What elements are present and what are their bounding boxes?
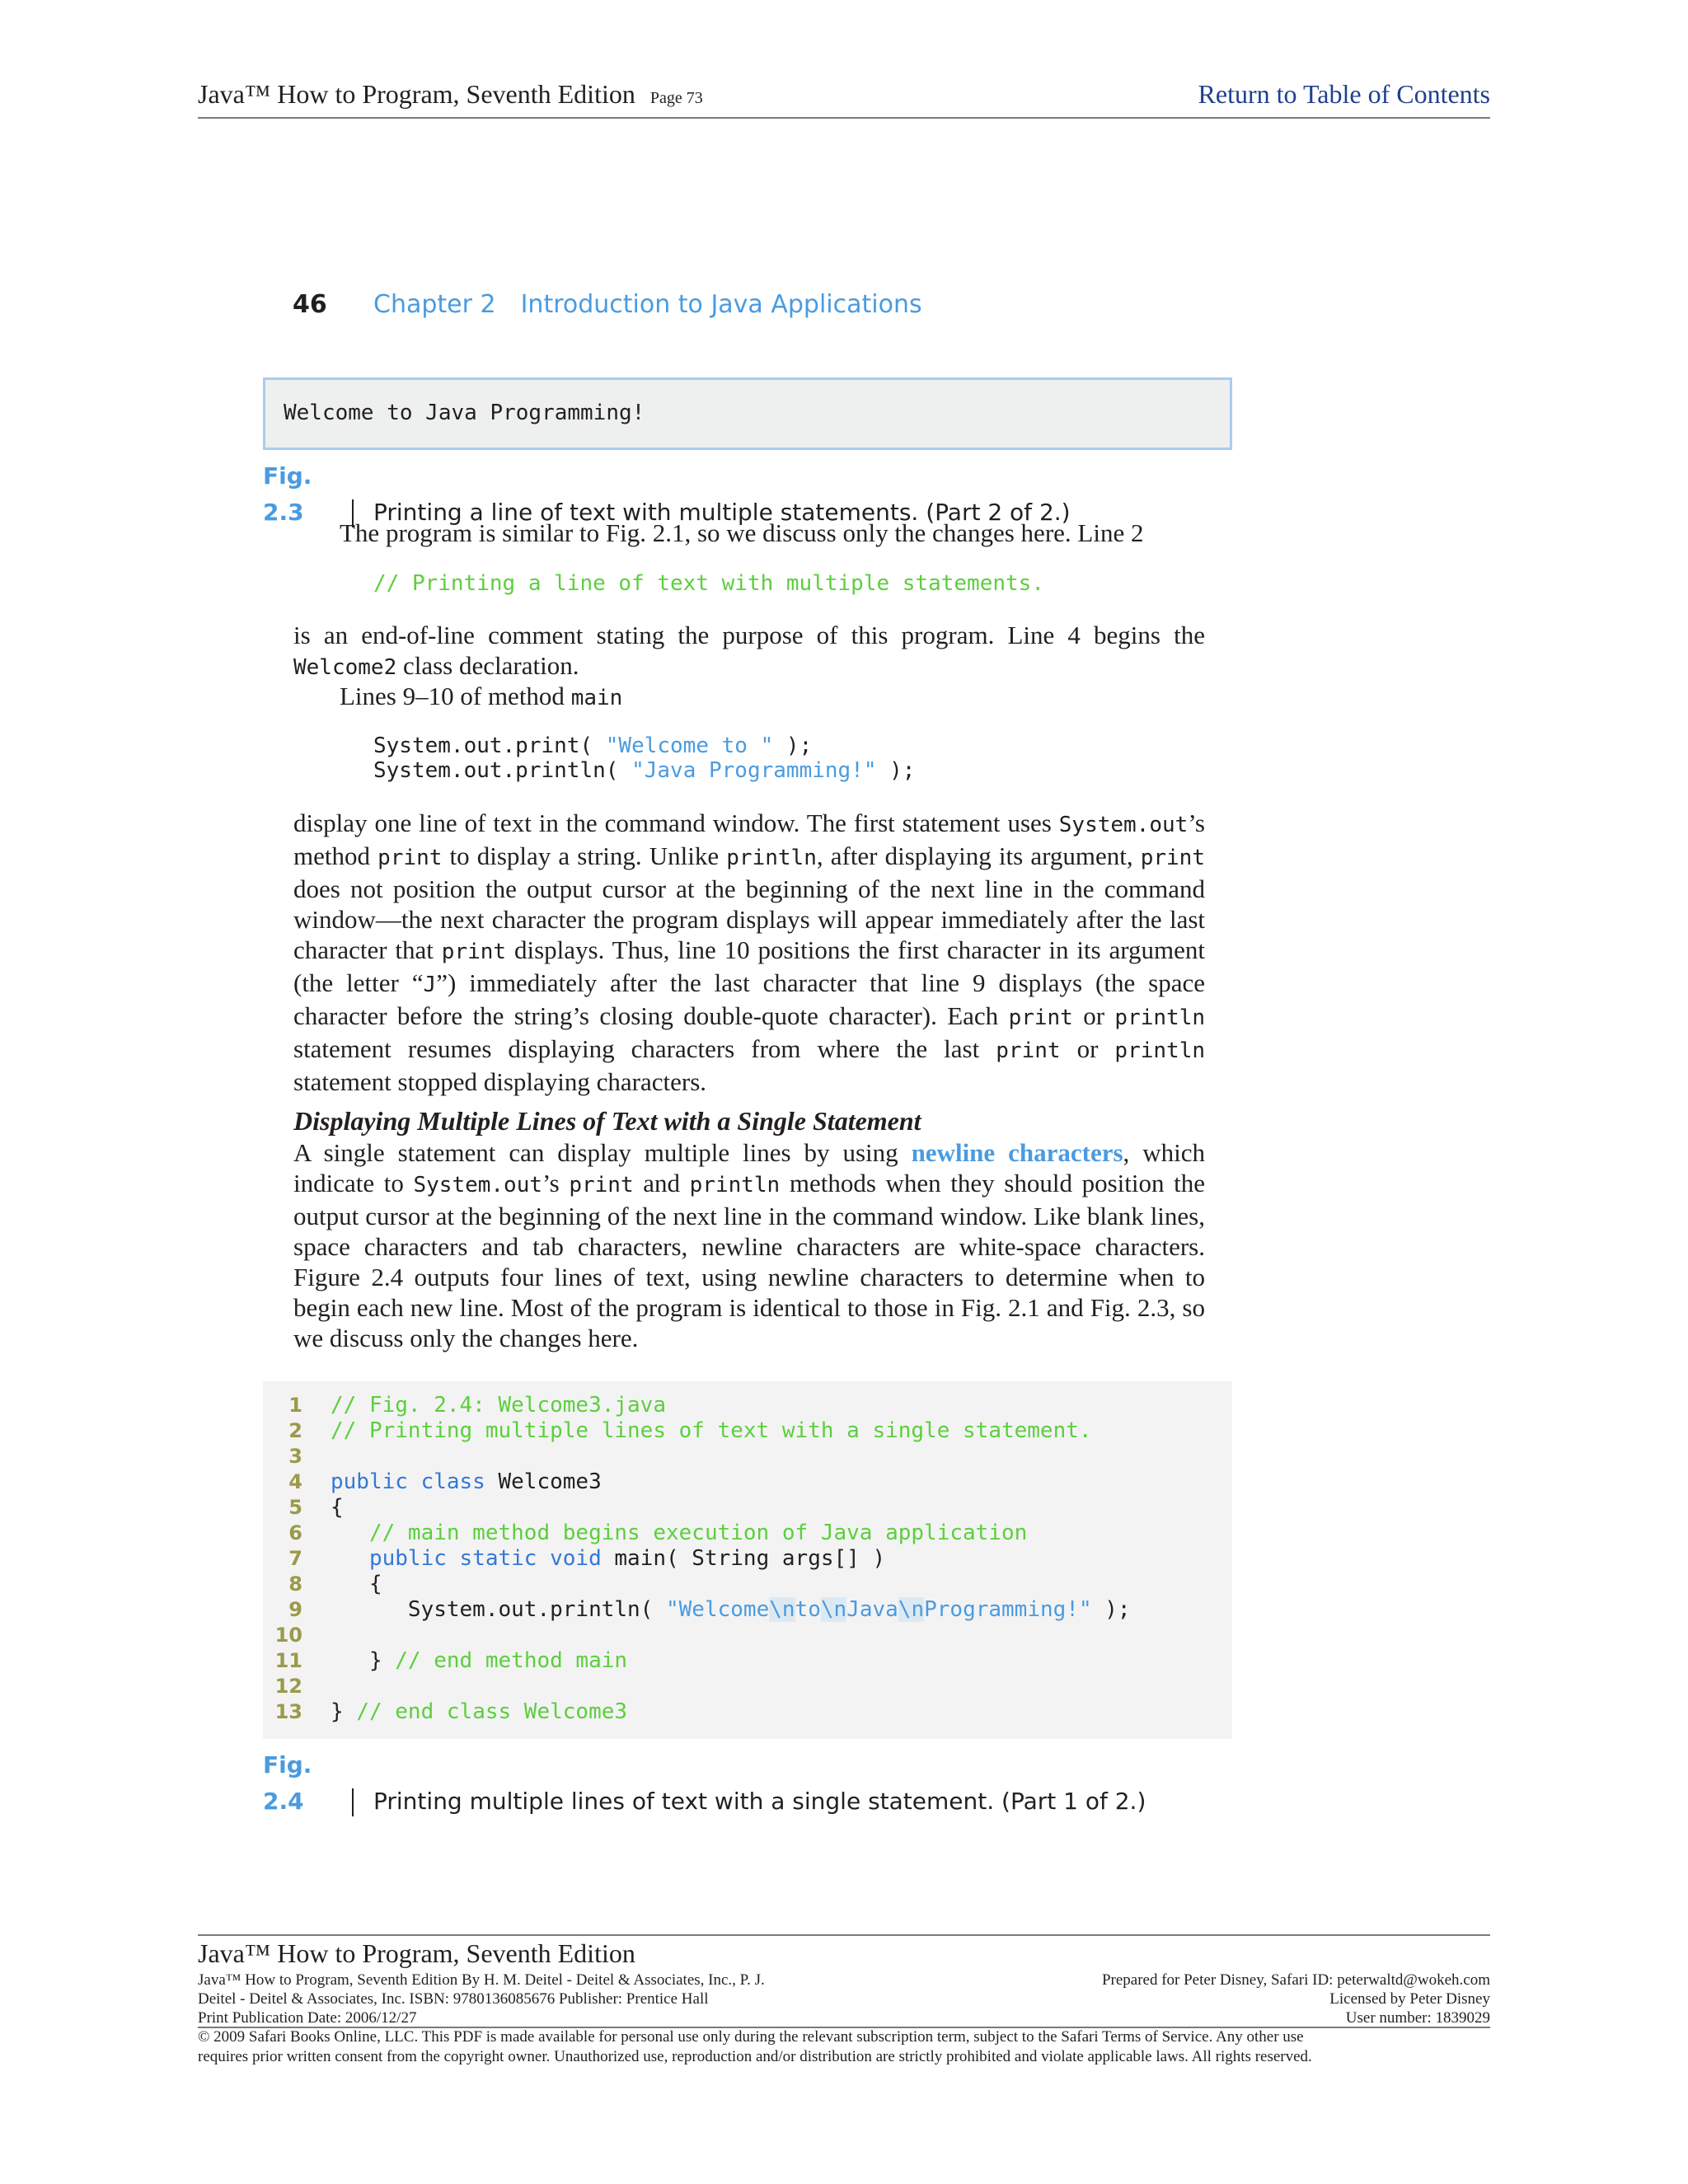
code-snippet-line-2 (373, 758, 915, 784)
code-text: System.out.println( (373, 758, 632, 783)
inline-code: print (1140, 846, 1205, 870)
inline-code: println (726, 846, 817, 870)
page-reference: Page 73 (649, 89, 703, 107)
line-number: 11 (274, 1649, 302, 1672)
line-number: 3 (288, 1445, 302, 1468)
chapter-heading (293, 287, 922, 323)
code-line-2: // Printing multiple lines of text with a single statement. (331, 1418, 1092, 1443)
code-comment: // end method main (395, 1648, 628, 1673)
inline-code: System.out (413, 1173, 543, 1197)
line-number: 2 (288, 1419, 302, 1442)
paragraph-text: class declaration. (396, 651, 579, 680)
code-string: "Welcome (666, 1597, 770, 1622)
code-string: "Java Programming!" (631, 758, 877, 783)
line-number: 10 (274, 1624, 302, 1647)
inline-code: print (1008, 1005, 1073, 1030)
book-title (198, 76, 703, 116)
caption-divider (352, 1788, 354, 1816)
paragraph-text: is an end-of-line comment stating the purpose of this program. Line 4 begins the (293, 621, 1205, 649)
inline-code: print (569, 1173, 634, 1197)
inline-code: println (689, 1173, 781, 1197)
code-line-11 (331, 1648, 627, 1674)
line-number: 5 (288, 1496, 302, 1519)
code-text: } (331, 1648, 396, 1673)
code-string: Java (846, 1597, 898, 1622)
paragraph-text: The program is similar to Fig. 2.1, so we discuss only the changes here. Line 2 (340, 518, 1144, 547)
program-output-box (263, 377, 1232, 450)
code-comment-line: // Printing a line of text with multiple statements. (373, 571, 1044, 596)
paragraph-text: , after displaying its argument, (816, 841, 1141, 870)
inline-code: Welcome2 (293, 655, 397, 680)
body-paragraph-2 (293, 620, 1205, 683)
program-output-text: Welcome to Java Programming! (284, 401, 645, 425)
code-text: ); (1091, 1597, 1131, 1622)
paragraph-text: Lines 9–10 of method (340, 682, 571, 710)
paragraph-text: to display a string. Unlike (442, 841, 727, 870)
line-number: 7 (288, 1547, 302, 1570)
section-heading: Displaying Multiple Lines of Text with a Single Statement (293, 1106, 921, 1136)
figure-caption-2-3 (263, 458, 1071, 526)
body-paragraph-3 (340, 681, 1213, 714)
chapter-title: Introduction to Java Applications (520, 290, 922, 319)
paragraph-text: statement stopped displaying characters. (293, 1067, 707, 1096)
footer-prepared-for: Prepared for Peter Disney, Safari ID: peterwaltd@wokeh.com (1101, 1971, 1490, 1989)
code-text: ); (876, 758, 916, 783)
copyright-line: © 2009 Safari Books Online, LLC. This PDF is made available for personal use only during the relevant subscription term, subject to the Safari Terms of Service. Any other use (198, 2028, 1304, 2046)
code-text: } (331, 1699, 357, 1724)
code-comment: // end class Welcome3 (356, 1699, 628, 1724)
paragraph-text: or (1072, 1001, 1115, 1030)
code-indent (331, 1546, 369, 1571)
code-line-7 (331, 1546, 885, 1572)
body-paragraph-5 (293, 1137, 1205, 1353)
paragraph-text: ’s (542, 1169, 570, 1197)
paragraph-text: ’s method (293, 808, 1205, 870)
code-line-1: // Fig. 2.4: Welcome3.java (331, 1393, 666, 1418)
footer-licensed-by: Licensed by Peter Disney (1329, 1990, 1490, 2008)
code-string: "Welcome to " (605, 733, 774, 758)
paragraph-text: display one line of text in the command window. The first statement uses (293, 808, 1059, 837)
page-header (198, 76, 1490, 119)
code-text: ); (773, 733, 813, 758)
code-line-4 (331, 1469, 602, 1495)
figure-caption-2-4 (263, 1747, 1146, 1815)
line-number: 9 (288, 1598, 302, 1621)
code-line-5: { (331, 1495, 344, 1520)
paragraph-text: methods when they should position the output cursor at the beginning of the next line in the command window. Like blank lines, space characters and tab characters, newline characters are white-space characters. Figure 2.4 outputs four lines of text, using newline characters to determine when to begin each new line. Most of the program is identical to those in Fig. 2.1 and Fig. 2.3, so we discuss only the changes here. (293, 1169, 1205, 1352)
footer-title: Java™ How to Program, Seventh Edition (198, 1938, 635, 1968)
inline-code: main (570, 686, 623, 710)
paragraph-text: , which indicate to (293, 1138, 1205, 1197)
code-text: main( String args[] ) (601, 1546, 886, 1571)
paragraph-text: A single statement can display multiple lines by using (293, 1138, 912, 1167)
code-snippet-line-1 (373, 733, 812, 759)
figure-caption-text: Printing a line of text with multiple statements. (Part 2 of 2.) (373, 499, 1071, 526)
paragraph-text: or (1060, 1034, 1115, 1063)
page-footer (198, 1934, 1490, 2068)
body-paragraph-4 (293, 808, 1205, 1097)
footer-publication-info: Deitel - Deitel & Associates, Inc. ISBN: 9780136085676 Publisher: Prentice Hall (198, 1990, 709, 2008)
code-line-9 (331, 1597, 1131, 1623)
code-text: System.out.print( (373, 733, 606, 758)
line-number: 4 (288, 1470, 302, 1493)
paragraph-text: does not position the output cursor at the beginning of the next line in the command window—the next character the program displays will appear immediately after the last character that (293, 874, 1205, 964)
inline-code: println (1114, 1038, 1205, 1063)
figure-label: Fig. 2.3 (263, 462, 312, 526)
line-number: 8 (288, 1572, 302, 1596)
page-number: 46 (293, 290, 327, 319)
code-text: Welcome3 (485, 1469, 602, 1494)
code-listing-fig-2-4 (263, 1381, 1232, 1739)
line-number: 13 (274, 1700, 302, 1723)
copyright-line: requires prior written consent from the copyright owner. Unauthorized use, reproduction and/or distribution are strictly prohibited and violate applicable laws. All rights reserved. (198, 2048, 1312, 2065)
code-line-13 (331, 1699, 627, 1725)
inline-code: J (423, 972, 437, 997)
key-term: newline characters (911, 1138, 1123, 1167)
code-escape: \n (898, 1597, 925, 1622)
footer-user-number: User number: 1839029 (1345, 2009, 1490, 2027)
inline-code: System.out (1058, 813, 1189, 837)
code-escape: \n (820, 1597, 847, 1622)
paragraph-text: statement resumes displaying characters from where the last (293, 1034, 996, 1063)
footer-copyright (198, 2027, 1490, 2067)
code-string: to (795, 1597, 821, 1622)
code-line-8: { (331, 1572, 382, 1596)
chapter-label: Chapter 2 (373, 290, 496, 319)
line-number: 1 (288, 1394, 302, 1417)
code-keyword: public static void (368, 1546, 602, 1571)
code-string: Programming!" (924, 1597, 1092, 1622)
figure-caption-text: Printing multiple lines of text with a single statement. (Part 1 of 2.) (373, 1788, 1146, 1815)
book-title-text: Java™ How to Program, Seventh Edition (198, 79, 635, 109)
line-number: 12 (274, 1675, 302, 1698)
line-number: 6 (288, 1521, 302, 1544)
code-keyword: public class (331, 1469, 485, 1494)
inline-code: print (441, 940, 507, 964)
footer-print-date: Print Publication Date: 2006/12/27 (198, 2009, 417, 2027)
paragraph-text: ”) immediately after the last character that line 9 displays (the space character before the string’s closing double-quote character). Each (293, 968, 1205, 1030)
paragraph-text: displays. Thus, line 10 positions the first character in its argument (the letter “ (293, 935, 1205, 997)
code-escape: \n (769, 1597, 795, 1622)
inline-code: print (996, 1038, 1061, 1063)
paragraph-text: and (633, 1169, 690, 1197)
body-paragraph-1 (340, 518, 1213, 548)
code-line-6: // main method begins execution of Java application (331, 1521, 1028, 1545)
inline-code: print (377, 846, 443, 870)
inline-code: println (1114, 1005, 1205, 1030)
return-to-toc-link[interactable]: Return to Table of Contents (1198, 79, 1490, 109)
figure-label: Fig. 2.4 (263, 1751, 312, 1815)
footer-publication-info: Java™ How to Program, Seventh Edition By H. M. Deitel - Deitel & Associates, Inc., P. J. (198, 1971, 765, 1989)
code-text: System.out.println( (331, 1597, 666, 1622)
